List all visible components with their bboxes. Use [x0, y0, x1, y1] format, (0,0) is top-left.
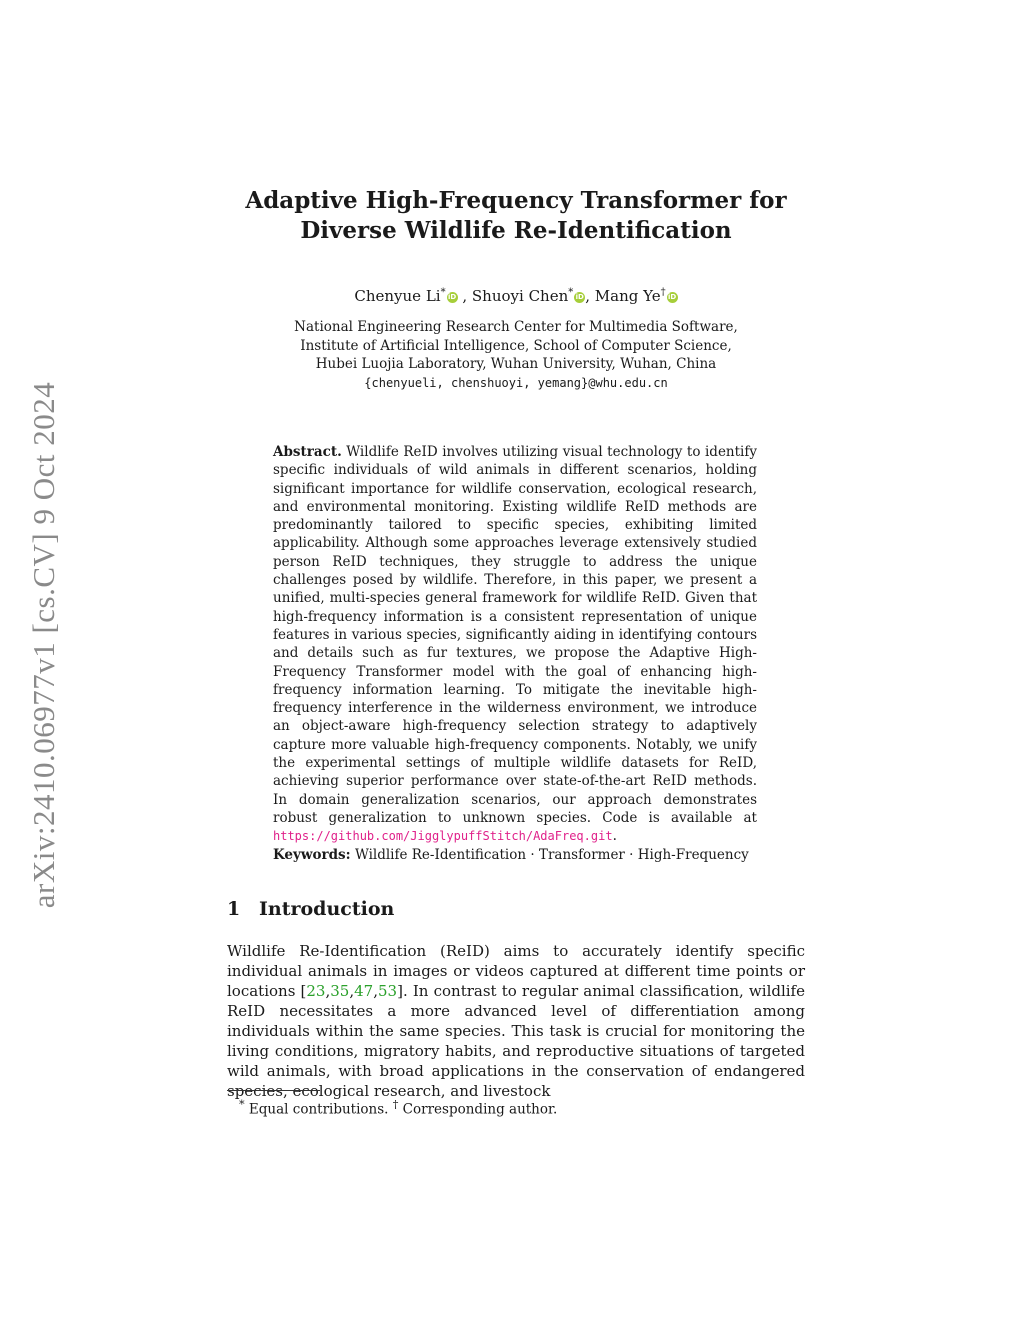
author-mark: †: [660, 287, 666, 298]
citation-link[interactable]: 53: [378, 982, 398, 1000]
abstract: [273, 443, 757, 846]
citation-link[interactable]: 47: [354, 982, 374, 1000]
footnote-text: Corresponding author.: [398, 1101, 558, 1118]
code-link[interactable]: https://github.com/JigglypuffStitch/AdaFreq.git: [273, 829, 613, 844]
author-name: Chenyue Li: [354, 287, 441, 305]
author-mark: *: [440, 287, 446, 298]
footnote: [239, 1096, 557, 1119]
abstract-end: .: [612, 828, 617, 845]
arxiv-identifier: arXiv:2410.06977v1 [cs.CV] 9 Oct 2024: [26, 381, 61, 909]
section-title: Introduction: [259, 898, 395, 920]
author-mark: *: [568, 287, 574, 298]
abstract-label: Abstract.: [273, 444, 342, 460]
introduction-paragraph: Wildlife Re-Identification (ReID) aims to accurately identify specific individual animals in images or videos captured at different time points or locations [23,35,47,53]. In contrast to regular animal classification, wildlife ReID necessitates a more advanced level of differentiation among individuals within the same species. This task is crucial for monitoring the living conditions, migratory habits, and reproductive situations of targeted wild animals, with broad applications in the conservation of endangered species, ecological research, and livestock: [227, 942, 805, 1100]
footnote-mark: *: [239, 1098, 245, 1111]
affiliation-line: Hubei Luojia Laboratory, Wuhan University, Wuhan, China: [315, 356, 717, 372]
author-name: Mang Ye: [594, 287, 661, 305]
keywords-list: Wildlife Re-Identification · Transformer · High-Frequency: [354, 847, 749, 863]
author-separator: ,: [457, 287, 472, 305]
orcid-icon[interactable]: iD: [575, 293, 584, 301]
orcid-icon[interactable]: iD: [447, 293, 457, 301]
orcid-icon[interactable]: iD: [668, 293, 677, 301]
section-heading: [227, 898, 394, 920]
keywords-label: Keywords:: [273, 847, 351, 863]
author-separator: ,: [585, 287, 595, 305]
intro-text: ]. In contrast to regular animal classification, wildlife ReID necessitates a more advanced level of differentiation among individuals within the same species. This task is crucial for monitoring the living conditions, migratory habits, and reproductive situations of targeted wild animals, with broad applications in the conservation of endangered species, ecological research, and livestock: [227, 982, 805, 1100]
author-name: Shuoyi Chen: [471, 287, 569, 305]
footnote-text: Equal contributions.: [244, 1101, 393, 1118]
paper-title: [227, 186, 805, 246]
affiliation-block: [227, 318, 805, 392]
citation-link[interactable]: 23: [306, 982, 326, 1000]
author-list: [227, 283, 805, 306]
title-line-1: Adaptive High-Frequency Transformer for: [245, 187, 787, 214]
author-emails: {chenyueli, chenshuoyi, yemang}@whu.edu.cn: [364, 375, 668, 390]
citation-link[interactable]: 35: [330, 982, 350, 1000]
footnote-rule: [227, 1090, 320, 1091]
footnote-mark: †: [392, 1098, 399, 1111]
abstract-text: Wildlife ReID involves utilizing visual technology to identify specific individuals of wild animals in different scenarios, holding significant importance for wildlife conservation, ecological research, and environmental monitoring. Existing wildlife ReID methods are predominantly tailored to specific species, exhibiting limited applicability. Although some approaches leverage extensively studied person ReID techniques, they struggle to address the unique challenges posed by wildlife. Therefore, in this paper, we present a unified, multi-species general framework for wildlife ReID. Given that high-frequency information is a consistent representation of unique features in various species, significantly aiding in identifying contours and details such as fur textures, we propose the Adaptive High-Frequency Transformer model with the goal of enhancing high-frequency information learning. To mitigate the inevitable high-frequency interference in the wilderness environment, we introduce an object-aware high-frequency selection strategy to adaptively capture more valuable high-frequency components. Notably, we unify the experimental settings of multiple wildlife datasets for ReID, achieving superior performance over state-of-the-art ReID methods. In domain generalization scenarios, our approach demonstrates robust generalization to unknown species. Code is available at: [273, 444, 757, 826]
keywords: [273, 846, 757, 864]
title-line-2: Diverse Wildlife Re-Identification: [300, 217, 732, 244]
affiliation-line: National Engineering Research Center for Multimedia Software,: [294, 319, 738, 335]
section-number: 1: [227, 898, 241, 920]
affiliation-line: Institute of Artificial Intelligence, School of Computer Science,: [300, 337, 732, 354]
intro-text: Wildlife Re-Identification (ReID) aims to accurately identify specific individual animals in images or videos captured at different time points or locations [: [227, 942, 805, 1000]
